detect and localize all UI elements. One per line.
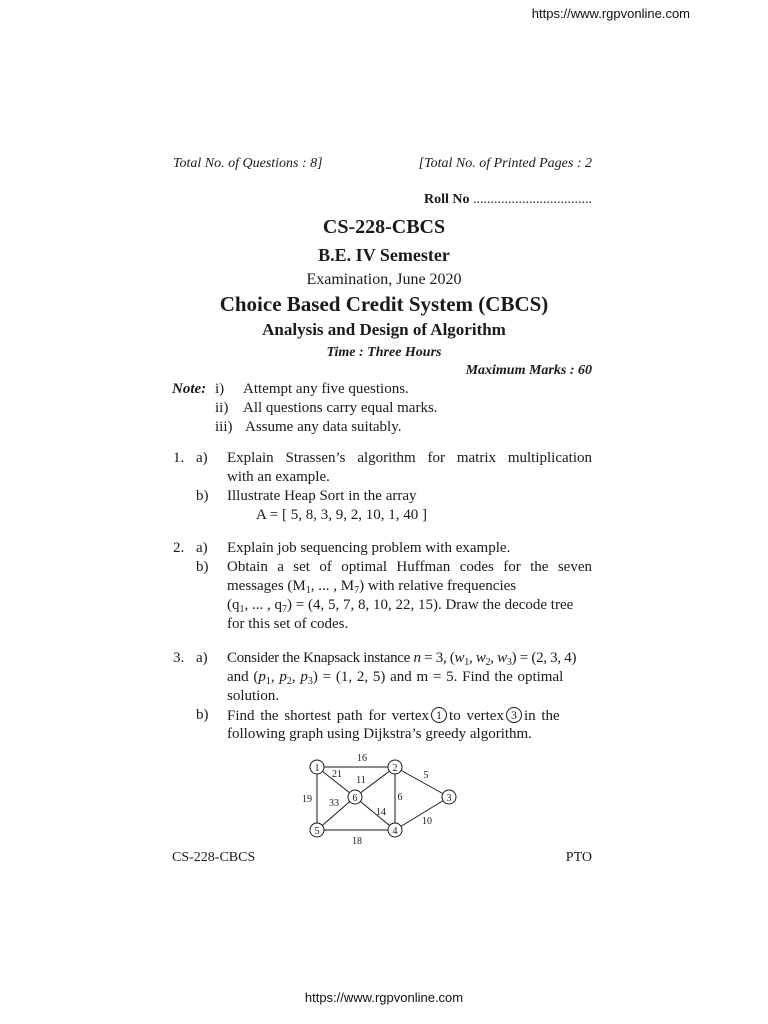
paper-code: CS-228-CBCS <box>322 216 446 238</box>
edge-weight: 10 <box>422 816 432 827</box>
note-item-text: All questions carry equal marks. <box>243 400 438 416</box>
question-number: 2. <box>173 540 185 556</box>
subject-title: Analysis and Design of Algorithm <box>262 320 506 339</box>
part-label: a) <box>196 450 208 466</box>
edge-weight: 11 <box>356 775 366 786</box>
heap-array: A = [ 5, 8, 3, 9, 2, 10, 1, 40 ] <box>256 507 427 523</box>
question-text: Find the shortest path for vertex 1 to vertex 3 in the <box>227 708 560 724</box>
roll-no-label: Roll No <box>424 192 470 207</box>
node-label: 6 <box>352 793 358 804</box>
edge-weight: 33 <box>329 798 339 809</box>
semester: B.E. IV Semester <box>318 245 450 265</box>
note-item-text: Assume any data suitably. <box>245 419 402 435</box>
time-allowed: Time : Three Hours <box>326 345 442 360</box>
dijkstra-graph <box>295 750 470 850</box>
vertex-1-ref: 1 <box>431 707 447 723</box>
bottom-watermark-url: https://www.rgpvonline.com <box>304 990 464 1005</box>
vertex-3-ref: 3 <box>506 707 522 723</box>
question-text: and ($p_1$, $p_2$, $p_3) = (1$, 2, 5) and m = 5. Find the optimal <box>227 669 564 687</box>
footer-paper-code: CS-228-CBCS <box>172 850 256 865</box>
part-label: b) <box>196 707 209 723</box>
part-label: b) <box>196 488 209 504</box>
node-label: 3 <box>446 793 452 804</box>
question-text: following graph using Dijkstra’s greedy algorithm. <box>227 726 532 742</box>
question-text: Illustrate Heap Sort in the array <box>227 488 417 504</box>
edge-2-3 <box>395 767 449 797</box>
question-number: 1. <box>173 450 185 466</box>
edge-weight: 21 <box>332 769 342 780</box>
note-label: Note: <box>172 381 207 397</box>
page-turn-over: PTO <box>565 850 592 865</box>
note-item-num: iii) <box>215 419 233 435</box>
edge-weight: 6 <box>397 792 403 803</box>
part-label: a) <box>196 650 208 666</box>
node-label: 1 <box>314 763 320 774</box>
question-text: Obtain a set of optimal Huffman codes for the seven <box>227 559 592 575</box>
note-item-num: i) <box>215 381 225 397</box>
edge-weight: 16 <box>357 753 367 764</box>
roll-no <box>424 192 592 208</box>
exam-session: Examination, June 2020 <box>306 271 462 288</box>
node-label: 4 <box>392 826 398 837</box>
roll-no-dots: .................................. <box>473 192 592 207</box>
question-text: Explain Strassen’s algorithm for matrix multiplication <box>227 450 592 466</box>
edge-6-4 <box>355 797 395 830</box>
question-number: 3. <box>173 650 185 666</box>
question-text: with an example. <box>227 469 330 485</box>
edge-weight: 19 <box>302 794 312 805</box>
edge-weight: 14 <box>376 807 386 818</box>
total-pages: [Total No. of Printed Pages : 2 <box>418 156 592 171</box>
question-text: messages ($M_1$, ... , $M_7$) with relative frequencies <box>227 578 517 596</box>
question-text: Consider the Knapsack instance n = 3, ($w_1$, $w_2$, $w_3) = (2$, 3, 4) <box>227 650 577 668</box>
part-label: a) <box>196 540 208 556</box>
node-label: 5 <box>314 826 320 837</box>
note-item-text: Attempt any five questions. <box>243 381 409 397</box>
node-label: 2 <box>392 763 398 774</box>
question-text: Explain job sequencing problem with example. <box>227 540 511 556</box>
edge-weight: 18 <box>352 836 362 847</box>
total-questions: Total No. of Questions : 8] <box>173 156 323 171</box>
credit-system: Choice Based Credit System (CBCS) <box>219 292 549 316</box>
note-item-num: ii) <box>215 400 229 416</box>
part-label: b) <box>196 559 209 575</box>
question-text: solution. <box>227 688 280 704</box>
question-text: ($q_1$, ... , $q_7) = (4$, 5, 7, 8, 10, 22, 15). Draw the decode tree <box>227 597 574 615</box>
edge-weight: 5 <box>423 770 429 781</box>
question-text: for this set of codes. <box>227 616 349 632</box>
maximum-marks: Maximum Marks : 60 <box>465 363 592 378</box>
top-watermark-url: https://www.rgpvonline.com <box>531 6 690 21</box>
